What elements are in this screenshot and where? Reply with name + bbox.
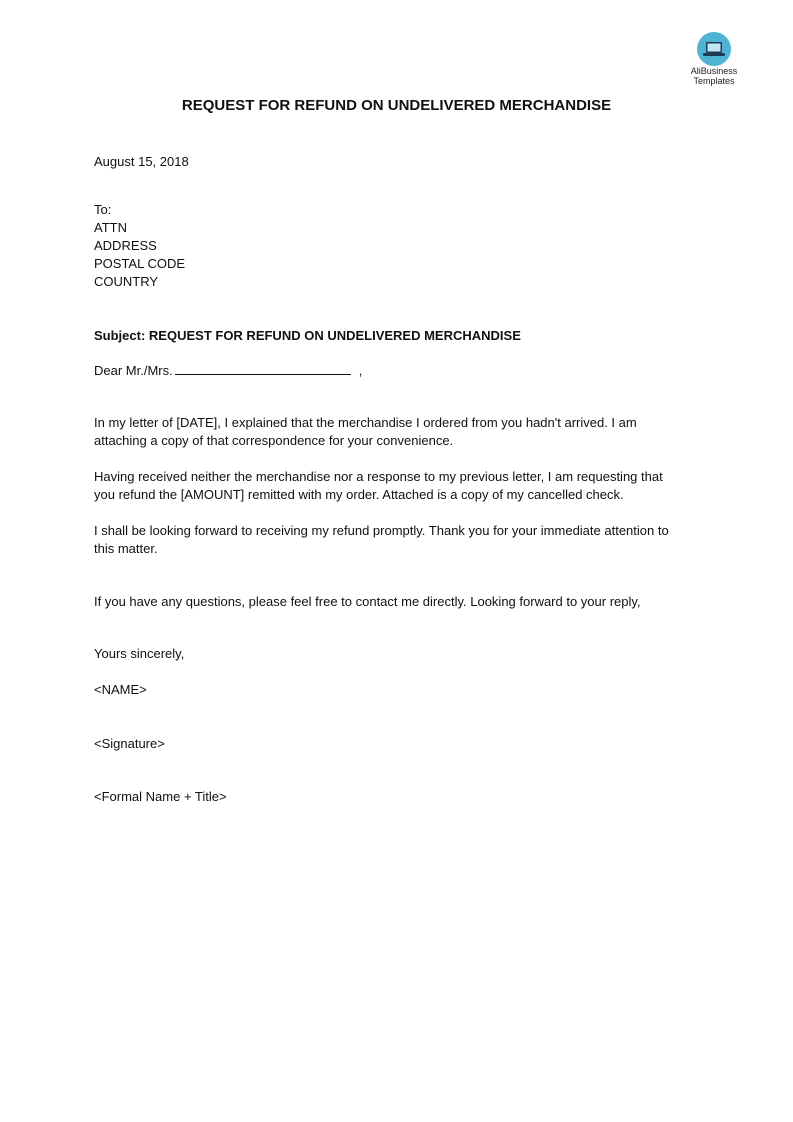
logo-text-line1: AliBusiness <box>690 66 738 76</box>
body-paragraph-4: If you have any questions, please feel free to contact me directly. Looking forward to your reply, <box>94 594 641 609</box>
body-paragraph-2-line-1: Having received neither the merchandise nor a response to my previous letter, I am requesting that <box>94 469 663 484</box>
salutation-text: Dear Mr./Mrs. <box>94 363 173 378</box>
body-paragraph-1-line-2: attaching a copy of that correspondence for your convenience. <box>94 433 454 448</box>
salutation <box>94 362 362 380</box>
brand-logo <box>684 32 744 86</box>
subject-line <box>94 327 521 345</box>
body-paragraph-2-line-2: you refund the [AMOUNT] remitted with my order. Attached is a copy of my cancelled check. <box>94 487 624 502</box>
closing-name: <NAME> <box>94 682 147 697</box>
body-paragraph-1-line-1: In my letter of [DATE], I explained that the merchandise I ordered from you hadn't arrived. I am <box>94 415 637 430</box>
laptop-icon <box>697 32 731 66</box>
recipient-address: ADDRESS <box>94 238 157 253</box>
recipient-country: COUNTRY <box>94 274 159 289</box>
body-paragraph-3-line-2: this matter. <box>94 541 158 556</box>
document-title: REQUEST FOR REFUND ON UNDELIVERED MERCHANDISE <box>181 97 612 114</box>
recipient-postal-code: POSTAL CODE <box>94 256 186 271</box>
recipient-to: To: <box>94 202 112 217</box>
subject-text: REQUEST FOR REFUND ON UNDELIVERED MERCHANDISE <box>148 328 521 343</box>
subject-label: Subject: <box>94 328 146 343</box>
recipient-attn: ATTN <box>94 220 127 235</box>
name-blank-line <box>175 362 351 375</box>
letter-date: August 15, 2018 <box>94 154 189 169</box>
closing-signature: <Signature> <box>94 736 165 751</box>
closing-sign-off: Yours sincerely, <box>94 646 185 661</box>
body-paragraph-3-line-1: I shall be looking forward to receiving my refund promptly. Thank you for your immediate attention to <box>94 523 669 538</box>
salutation-comma: , <box>358 363 363 378</box>
logo-text-line2: Templates <box>693 76 735 86</box>
closing-formal-name-title: <Formal Name + Title> <box>94 789 227 804</box>
